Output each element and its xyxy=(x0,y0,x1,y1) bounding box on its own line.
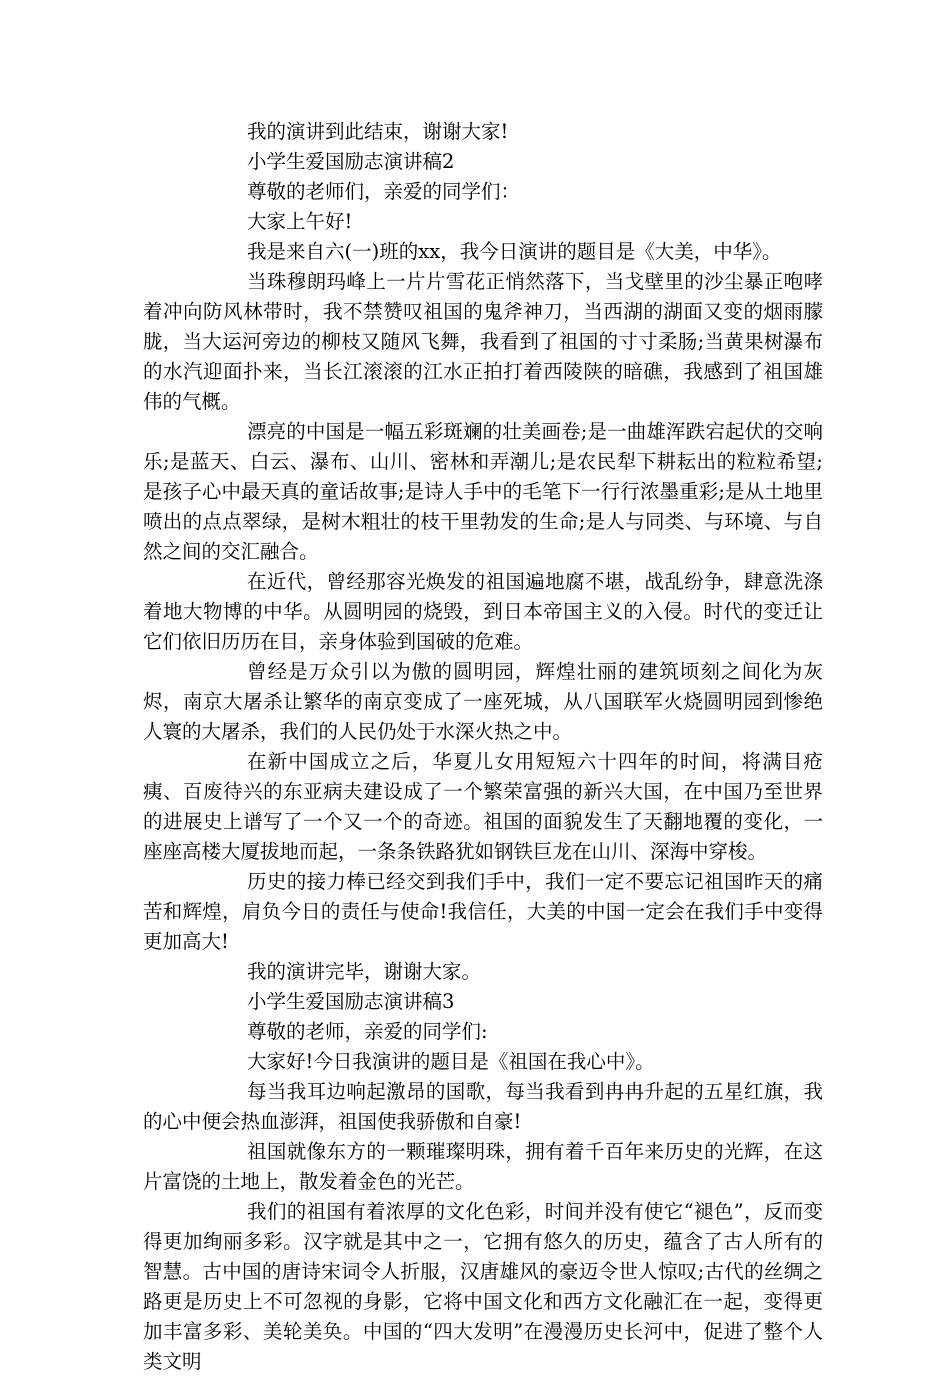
paragraph-closing-1: 我的演讲到此结束，谢谢大家! xyxy=(247,120,509,143)
paragraph-new-china: 在新中国成立之后，华夏儿女用短短六十四年的时间，将满目疮痍、百废待兴的东亚病夫建设成了一个繁荣富强的新兴大国，在中国乃至世界的进展史上谱写了一个又一个的奇迹。祖国的面貌发生了天翻地覆的变化，一座座高楼大厦拔地而起，一条条铁路犹如钢铁巨龙在山川、深海中穿梭。 xyxy=(143,750,823,863)
salutation-3: 尊敬的老师，亲爱的同学们: xyxy=(247,1020,488,1043)
paragraph-relay-baton: 历史的接力棒已经交到我们手中，我们一定不要忘记祖国昨天的痛苦和辉煌，肩负今日的责任与使命!我信任，大美的中国一定会在我们手中变得更加高大! xyxy=(143,870,823,953)
paragraph-yuanmingyuan: 曾经是万众引以为傲的圆明园，辉煌壮丽的建筑顷刻之间化为灰烬，南京大屠杀让繁华的南京变成了一座死城，从八国联军火烧圆明园到惨绝人寰的大屠杀，我们的人民仍处于水深火热之中。 xyxy=(143,660,823,743)
paragraph-national-anthem: 每当我耳边响起激昂的国歌，每当我看到冉冉升起的五星红旗，我的心中便会热血澎湃，祖国使我骄傲和自豪! xyxy=(143,1080,823,1133)
paragraph-beautiful-china: 漂亮的中国是一幅五彩斑斓的壮美画卷;是一曲雄浑跌宕起伏的交响乐;是蓝天、白云、瀑布、山川、密林和弄潮儿;是农民犁下耕耘出的粒粒希望;是孩子心中最天真的童话故事;是诗人手中的毛笔下一行行浓墨重彩;是从土地里喷出的点点翠绿，是树木粗壮的枝干里勃发的生命;是人与同类、与环境、与自然之间的交汇融合。 xyxy=(143,420,823,563)
greeting-3: 大家好!今日我演讲的题目是《祖国在我心中》。 xyxy=(247,1050,655,1073)
salutation-2: 尊敬的老师们，亲爱的同学们： xyxy=(247,180,521,203)
paragraph-landscape: 当珠穆朗玛峰上一片片雪花正悄然落下，当戈壁里的沙尘暴正咆哮着冲向防风林带时，我不禁赞叹祖国的鬼斧神刀，当西湖的湖面又变的烟雨朦胧，当大运河旁边的柳枝又随风飞舞，我看到了祖国的寸寸柔肠;当黄果树瀑布的水汽迎面扑来，当长江滚滚的江水正拍打着西陵陕的暗礁，我感到了祖国雄伟的气概。 xyxy=(143,270,823,413)
greeting-2: 大家上午好! xyxy=(247,210,353,233)
speech-title-3: 小学生爱国励志演讲稿3 xyxy=(247,990,455,1013)
paragraph-bright-pearl: 祖国就像东方的一颗璀璨明珠，拥有着千百年来历史的光辉，在这片富饶的土地上，散发着金色的光芒。 xyxy=(143,1140,823,1193)
document-body xyxy=(143,117,823,1377)
paragraph-culture: 我们的祖国有着浓厚的文化色彩，时间并没有使它“褪色”，反而变得更加绚丽多彩。汉字就是其中之一，它拥有悠久的历史，蕴含了古人所有的智慧。古中国的唐诗宋词令人折服，汉唐雄风的豪迈令世人惊叹;古代的丝绸之路更是历史上不可忽视的身影，它将中国文化和西方文化融汇在一起，变得更加丰富多彩、美轮美奂。中国的“四大发明”在漫漫历史长河中，促进了整个人类文明 xyxy=(143,1200,823,1373)
speech-title-2: 小学生爱国励志演讲稿2 xyxy=(247,150,455,173)
paragraph-modern-history: 在近代，曾经那容光焕发的祖国遍地腐不堪，战乱纷争，肆意洗涤着地大物博的中华。从圆明园的烧毁，到日本帝国主义的入侵。时代的变迁让它们依旧历历在目，亲身体验到国破的危难。 xyxy=(143,570,823,653)
paragraph-closing-2: 我的演讲完毕，谢谢大家。 xyxy=(247,960,482,983)
introduction-2: 我是来自六(一)班的xx，我今日演讲的题目是《大美，中华》。 xyxy=(247,240,782,263)
